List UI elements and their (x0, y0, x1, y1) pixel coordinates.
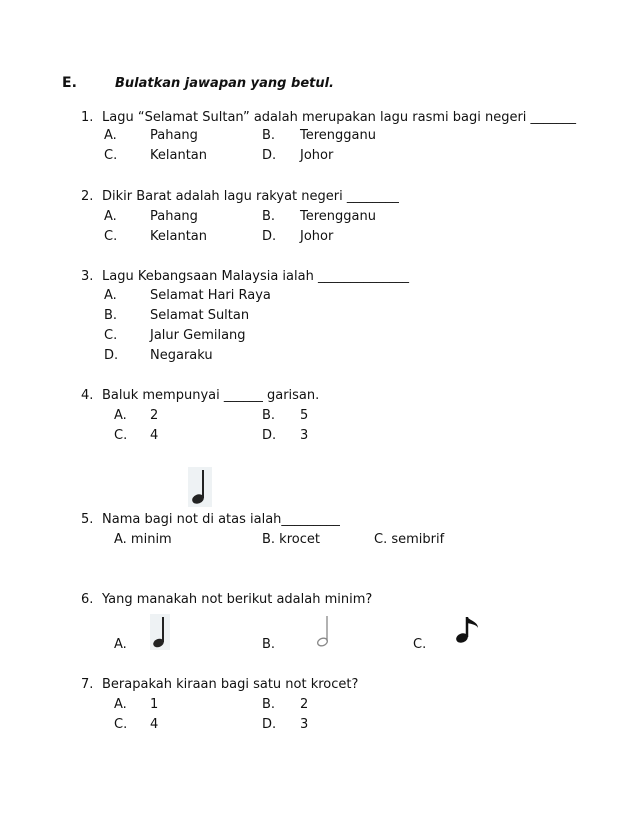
option-text[interactable]: 2 (300, 697, 309, 712)
option-letter[interactable]: B. (262, 209, 276, 224)
option-text[interactable]: Kelantan (150, 148, 207, 163)
option-text[interactable]: C. semibrif (374, 532, 445, 547)
question-number: 3. (81, 269, 94, 284)
option-text[interactable]: Johor (300, 148, 334, 163)
section-title: Bulatkan jawapan yang betul. (115, 76, 334, 91)
option-text[interactable]: 5 (300, 408, 309, 423)
question-number: 5. (81, 512, 94, 527)
option-letter[interactable]: B. (262, 637, 276, 652)
option-letter[interactable]: A. (104, 209, 117, 224)
question-number: 1. (81, 110, 94, 125)
option-text[interactable]: Johor (300, 229, 334, 244)
option-text[interactable]: 3 (300, 717, 309, 732)
option-text[interactable]: 3 (300, 428, 309, 443)
option-text[interactable]: Jalur Gemilang (150, 328, 246, 343)
question-number: 7. (81, 677, 94, 692)
question-text: Lagu Kebangsaan Malaysia ialah ______________ (102, 269, 409, 284)
question-number: 2. (81, 189, 94, 204)
minim-note-icon (313, 614, 333, 650)
option-letter[interactable]: D. (262, 717, 277, 732)
option-letter[interactable]: C. (114, 717, 128, 732)
option-text[interactable]: Negaraku (150, 348, 213, 363)
option-letter[interactable]: A. (114, 408, 127, 423)
question-text: Berapakah kiraan bagi satu not krocet? (102, 677, 359, 692)
question-text: Lagu “Selamat Sultan” adalah merupakan lagu rasmi bagi negeri _______ (102, 110, 577, 125)
question-text: Yang manakah not berikut adalah minim? (102, 592, 373, 607)
section-letter: E. (62, 75, 77, 91)
option-text[interactable]: Terengganu (300, 209, 376, 224)
option-text[interactable]: Pahang (150, 128, 198, 143)
question-text: Dikir Barat adalah lagu rakyat negeri ________ (102, 189, 399, 204)
option-text[interactable]: Kelantan (150, 229, 207, 244)
option-text[interactable]: Terengganu (300, 128, 376, 143)
option-letter[interactable]: B. (104, 308, 118, 323)
option-text[interactable]: Selamat Sultan (150, 308, 250, 323)
quaver-note-icon (455, 613, 483, 645)
option-letter[interactable]: D. (104, 348, 119, 363)
option-letter[interactable]: A. (114, 637, 127, 652)
option-letter[interactable]: A. (114, 697, 127, 712)
option-text[interactable]: 4 (150, 428, 159, 443)
option-letter[interactable]: D. (262, 148, 277, 163)
option-letter[interactable]: B. (262, 697, 276, 712)
option-letter[interactable]: B. (262, 408, 276, 423)
option-letter[interactable]: D. (262, 428, 277, 443)
option-letter[interactable]: D. (262, 229, 277, 244)
option-letter[interactable]: A. (104, 128, 117, 143)
option-text[interactable]: A. minim (114, 532, 172, 547)
option-letter[interactable]: C. (413, 637, 427, 652)
option-text[interactable]: B. krocet (262, 532, 320, 547)
option-letter[interactable]: C. (104, 229, 118, 244)
option-text[interactable]: 4 (150, 717, 159, 732)
option-letter[interactable]: C. (104, 328, 118, 343)
option-letter[interactable]: C. (114, 428, 128, 443)
question-number: 4. (81, 388, 94, 403)
question-text: Nama bagi not di atas ialah_________ (102, 512, 340, 527)
option-text[interactable]: Pahang (150, 209, 198, 224)
option-text[interactable]: 1 (150, 697, 159, 712)
option-letter[interactable]: C. (104, 148, 118, 163)
option-letter[interactable]: B. (262, 128, 276, 143)
crotchet-note-icon (188, 467, 212, 507)
option-letter[interactable]: A. (104, 288, 117, 303)
question-text: Baluk mempunyai ______ garisan. (102, 388, 320, 403)
option-text[interactable]: 2 (150, 408, 159, 423)
question-number: 6. (81, 592, 94, 607)
crotchet-note-icon (150, 614, 170, 650)
option-text[interactable]: Selamat Hari Raya (150, 288, 271, 303)
